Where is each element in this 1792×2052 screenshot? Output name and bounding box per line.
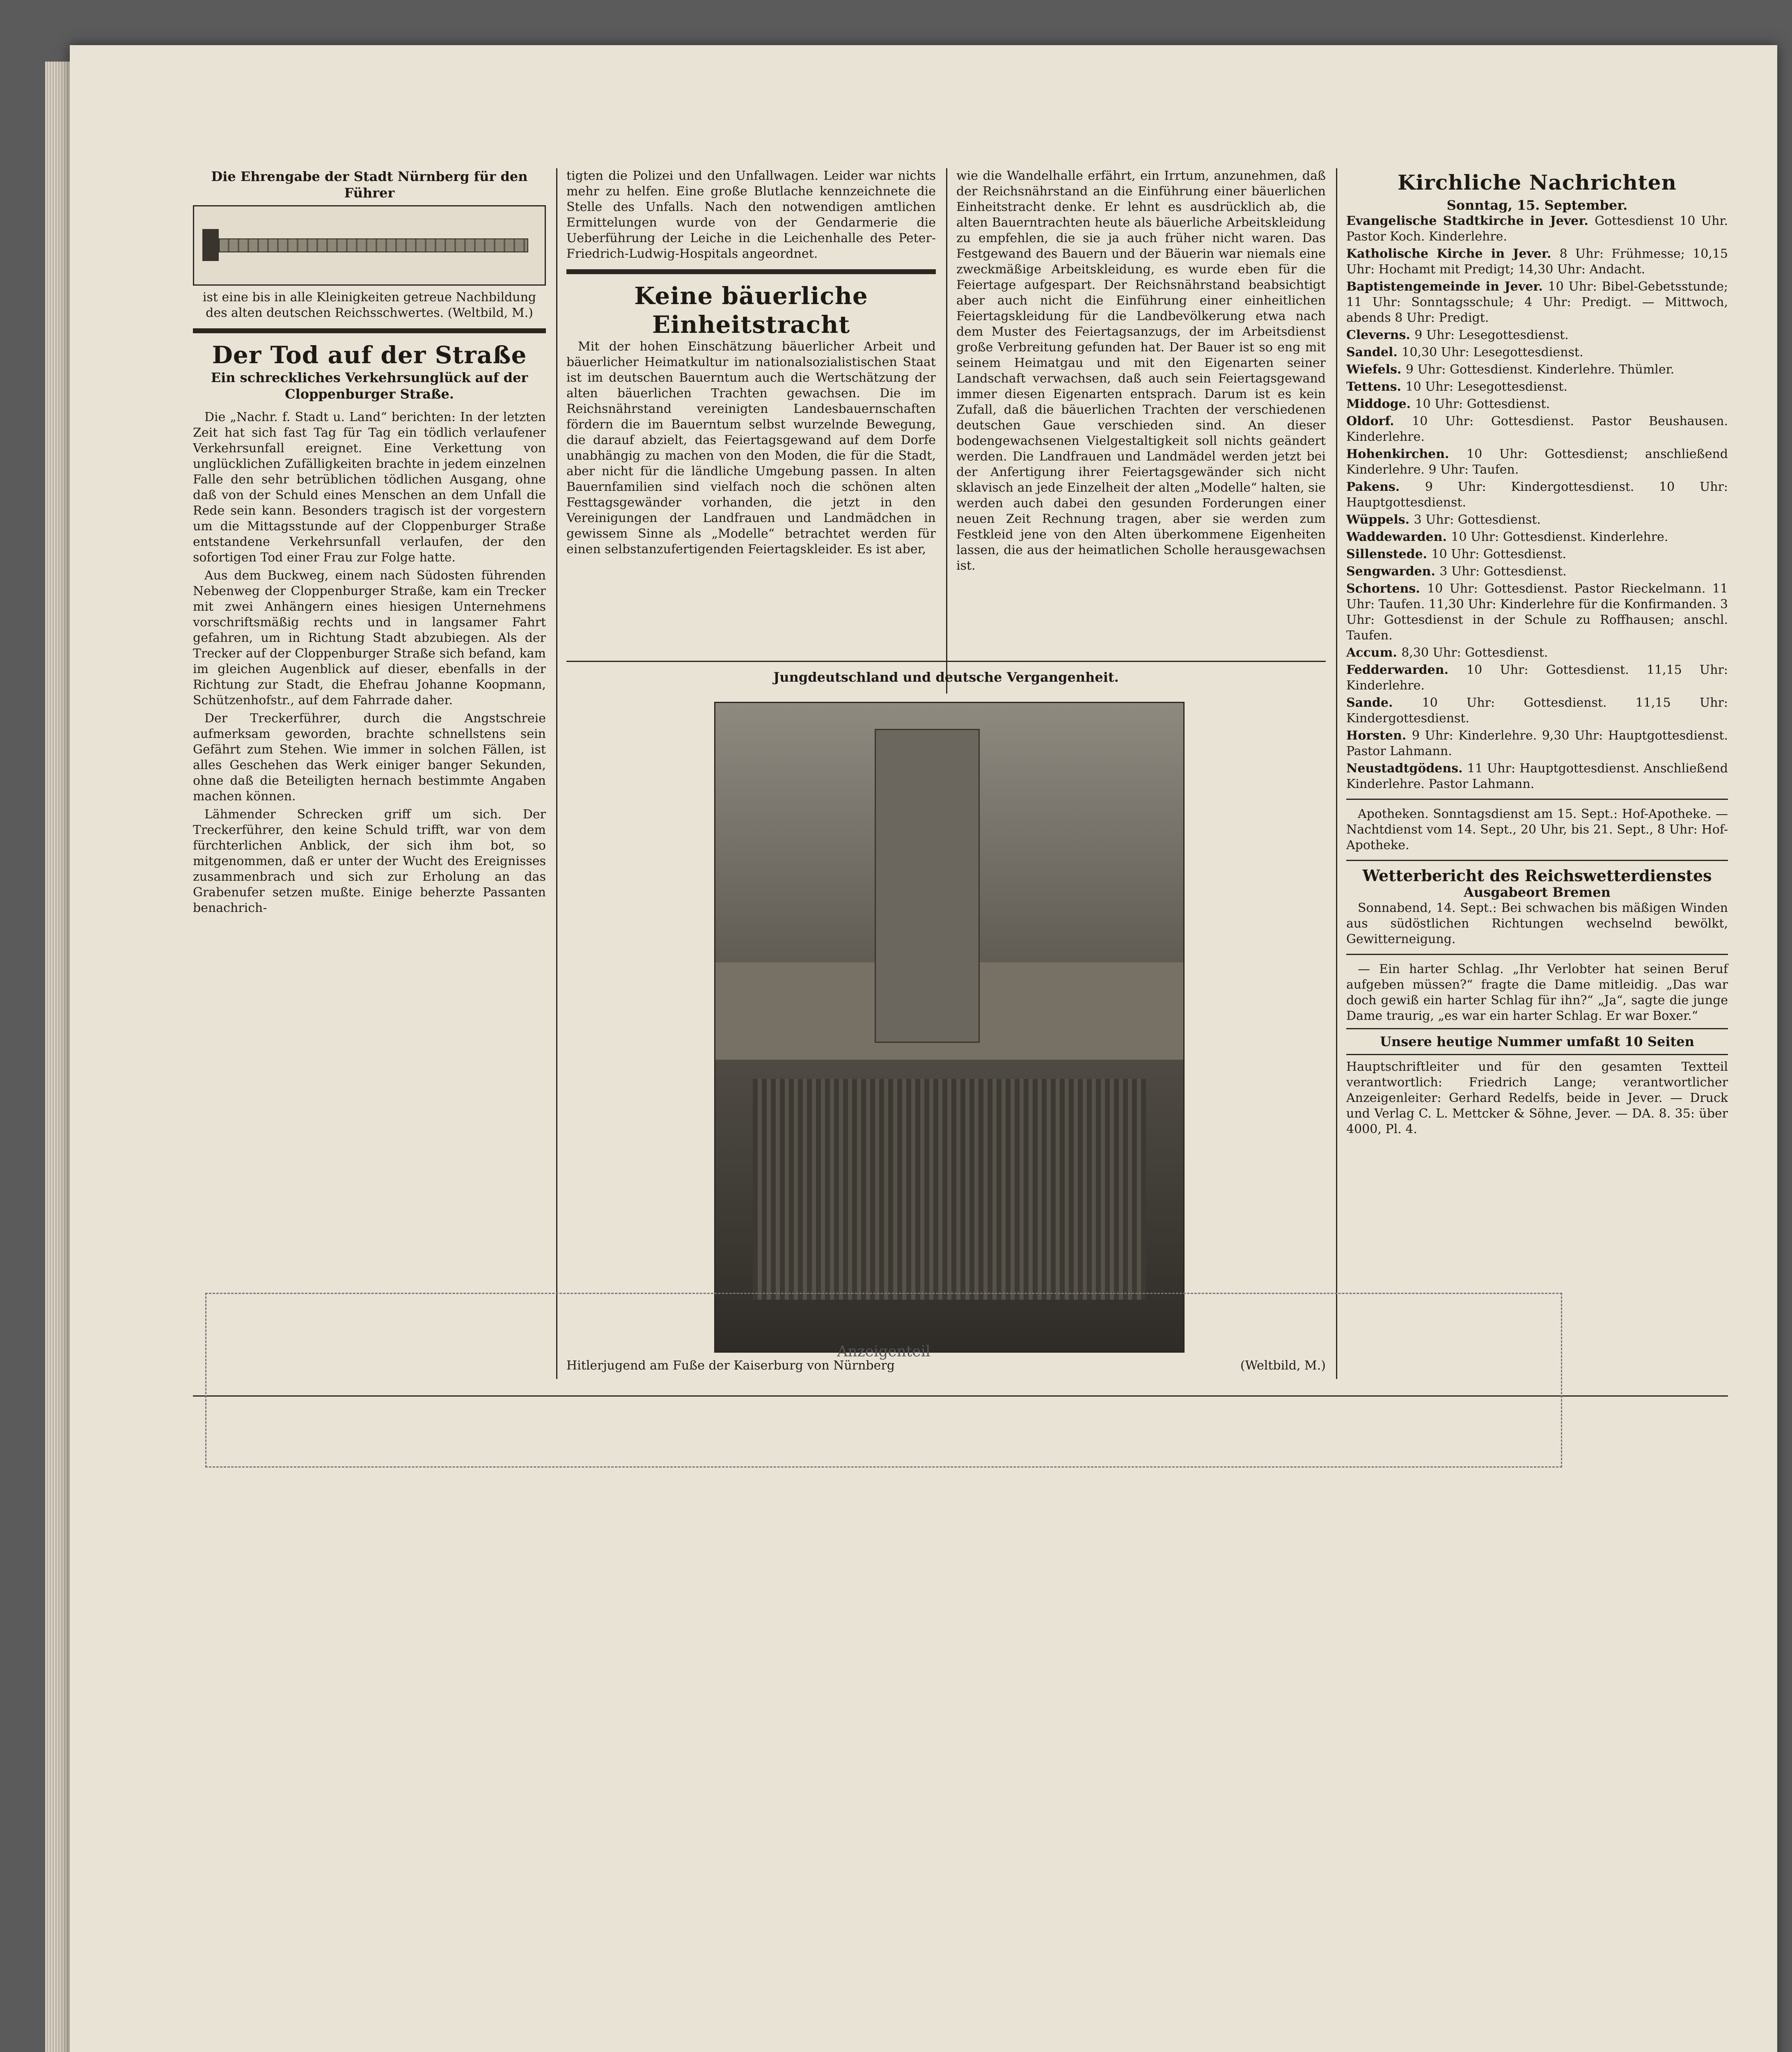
church-service-text: 3 Uhr: Gottesdienst. <box>1414 513 1541 527</box>
church-service-text: 10 Uhr: Gottesdienst. Pastor Beushausen. Kinderlehre. <box>1346 414 1728 444</box>
church-place: Katholische Kirche in Jever. <box>1346 247 1560 261</box>
church-entry <box>1346 362 1728 378</box>
imprint-text: Hauptschriftleiter und für den gesamten Textteil verantwortlich: Friedrich Lange; verantwortlicher Anzeigenleiter: Gerhard Redelfs, beide in Jever. — Druck und Verlag C. L. Mettcker & Söhne, Jever. — DA. 8. 35: über 4000, Pl. 4. <box>1346 1060 1728 1136</box>
church-place: Evangelische Stadtkirche in Jever. <box>1346 214 1595 228</box>
article-paragraph: Der Treckerführer, durch die Angstschreie aufmerksam geworden, brachte schnellstens sein Gefährt zum Stehen. Wie immer in solchen Fällen, ist alles Geschehen das Werk einiger banger Sekunden, ohne daß die Beteiligten hernach bestimmte Angaben machen können. <box>193 711 546 804</box>
divider <box>193 328 546 333</box>
church-place: Neustadtgödens. <box>1346 761 1467 776</box>
church-place: Sandel. <box>1346 345 1402 360</box>
joke-text: — Ein harter Schlag. „Ihr Verlobter hat seinen Beruf aufgeben müssen?“ fragte die Dame mitleidig. „Das war doch gewiß ein harter Schlag für ihn?“ „Ja“, sagte die junge Dame traurig, „es war ein harter Schlag. Er war Boxer.“ <box>1346 962 1728 1023</box>
weather-text: Sonnabend, 14. Sept.: Bei schwachen bis mäßigen Winden aus südöstlichen Richtungen wechselnd bewölkt, Gewitterneigung. <box>1346 901 1728 946</box>
church-place: Baptistengemeinde in Jever. <box>1346 279 1548 294</box>
church-entry <box>1346 512 1728 528</box>
church-service-text: 9 Uhr: Lesegottesdienst. <box>1414 328 1569 342</box>
church-news-title: Kirchliche Nachrichten <box>1398 170 1677 195</box>
church-place: Hohenkirchen. <box>1346 447 1467 461</box>
column-rule <box>556 168 557 1379</box>
church-entry <box>1346 728 1728 759</box>
divider <box>566 661 1326 662</box>
newspaper-page <box>70 45 1777 2052</box>
church-service-text: 8 Uhr: Frühmesse; 10,15 Uhr: Hochamt mit Predigt; 14,30 Uhr: Andacht. <box>1346 247 1728 277</box>
photo-title: Jungdeutschland und deutsche Vergangenheit. <box>773 669 1119 685</box>
sword-caption: ist eine bis in alle Kleinigkeiten getreue Nachbildung des alten deutschen Reichsschwertes. (Weltbild, M.) <box>202 290 536 320</box>
article-paragraph: Die „Nachr. f. Stadt u. Land“ berichten: In der letzten Zeit hat sich fast Tag für Tag ein tödlich verlaufener Verkehrsunfall ereignet. Eine Verkettung von unglücklichen Zufälligkeiten brachte in jedem einzelnen Falle den sehr betrüblichen tödlichen Ausgang, ohne daß von der Schuld eines Menschen an dem Unfall die Rede sein kann. Besonders tragisch ist der vorgestern um die Mittagsstunde auf der Cloppenburger Straße entstandene Verkehrsunfall verlaufen, der den sofortigen Tod einer Frau zur Folge hatte. <box>193 410 546 565</box>
sword-blade <box>219 238 528 252</box>
pharmacy-notice: Apotheken. Sonntagsdienst am 15. Sept.: Hof-Apotheke. — Nachtdienst vom 14. Sept., 20 Uhr, bis 21. Sept., 8 Uhr: Hof-Apotheke. <box>1346 807 1728 852</box>
church-service-text: 10 Uhr: Gottesdienst. Pastor Rieckelmann. 11 Uhr: Taufen. 11,30 Uhr: Kinderlehre für die Konfirmanden. 3 Uhr: Gottesdienst in der Schule zu Roffhausen; anschl. Taufen. <box>1346 582 1728 643</box>
church-news-list <box>1346 213 1728 792</box>
page-count-note: Unsere heutige Nummer umfaßt 10 Seiten <box>1380 1034 1694 1049</box>
church-service-text: 10 Uhr: Lesegottesdienst. <box>1405 380 1567 394</box>
article-subtitle: Ein schreckliches Verkehrsunglück auf der Cloppenburger Straße. <box>211 370 528 402</box>
church-service-text: 10 Uhr: Gottesdienst; anschließend Kinderlehre. 9 Uhr: Taufen. <box>1346 447 1728 477</box>
church-service-text: 10 Uhr: Gottesdienst. 11,15 Uhr: Kinderlehre. <box>1346 663 1728 693</box>
church-service-text: 10 Uhr: Gottesdienst. 11,15 Uhr: Kindergottesdienst. <box>1346 696 1728 726</box>
article-continuation: tigten die Polizei und den Unfallwagen. Leider war nichts mehr zu helfen. Eine große Blutlache kennzeichnete die Stelle des Unfalls. Nach den notwendigen amtlichen Ermittelungen wurde von der Gendarmerie die Ueberführung der Leiche in die Leichenhalle des Peter-Friedrich-Ludwig-Hospitals angeordnet. <box>566 169 936 261</box>
hitler-youth-photo <box>714 702 1185 1353</box>
church-place: Sengwarden. <box>1346 564 1440 579</box>
divider <box>1346 799 1728 800</box>
church-service-text: 10 Uhr: Gottesdienst. <box>1415 397 1550 411</box>
church-entry <box>1346 327 1728 343</box>
church-entry <box>1346 345 1728 360</box>
church-entry <box>1346 695 1728 726</box>
church-entry <box>1346 414 1728 445</box>
church-entry <box>1346 213 1728 245</box>
divider <box>1346 860 1728 861</box>
column-4 <box>1346 168 1728 1140</box>
church-place: Sande. <box>1346 696 1422 710</box>
article-paragraph: Mit der hohen Einschätzung bäuerlicher Arbeit und bäuerlicher Heimatkultur im nationalsozialistischen Staat ist im deutschen Bauerntum auch die Wertschätzung der alten bäuerlichen Trachten gewachsen. Die im Reichsnährstand vereinigten Landesbauernschaften fördern die im Bauerntum selbst wurzelnde Bewegung, die darauf abzielt, das Feiertagsgewand auf dem Dorfe unabhängig zu machen von den Moden, die für die Stadt, aber nicht für die ländliche Umgebung passen. In alten Bauernfamilien sind vielfach noch die schönen alten Festtagsgewänder vorhanden, die jetzt in den Vereinigungen der Landfrauen und Landmädchen in gewissem Sinne als „Modelle“ betrachtet werden für einen selbstanzufertigenden Feiertagskleider. Es ist aber, <box>566 339 936 557</box>
church-entry <box>1346 564 1728 579</box>
church-entry <box>1346 547 1728 562</box>
divider <box>1346 1054 1728 1055</box>
church-entry <box>1346 396 1728 412</box>
church-entry <box>1346 662 1728 694</box>
church-entry <box>1346 529 1728 545</box>
divider <box>1346 1028 1728 1029</box>
church-service-text: 8,30 Uhr: Gottesdienst. <box>1401 646 1548 660</box>
church-service-text: 3 Uhr: Gottesdienst. <box>1439 564 1567 579</box>
weather-office: Ausgabeort Bremen <box>1464 884 1611 900</box>
article-paragraph: wie die Wandelhalle erfährt, ein Irrtum, anzunehmen, daß der Reichsnährstand an die Einführung einer bäuerlichen Einheitstracht denke. Er lehnt es ausdrücklich ab, die alten Bauerntrachten heute als bäuerliche Arbeitskleidung zu empfehlen, die sie ja auch früher nicht waren. Das Festgewand des Bauern und der Bäuerin war niemals eine zweckmäßige Arbeitskleidung, es wurde eben für die Feiertage aufgespart. Der Reichsnährstand beabsichtigt aber auch nicht die Einführung einer einheitlichen Feiertagskleidung für die Landbevölkerung etwa nach dem Muster des Feiertagsanzugs, der im Arbeitsdienst große Verbreitung gefunden hat. Der Bauer ist so eng mit seinem Heimatgau und mit den Eigenarten seiner Landschaft verwachsen, daß auch sein Feiertagsgewand immer diesen Eigenarten entsprach. Darum ist es kein Zufall, daß die bäuerlichen Trachten der verschiedenen deutschen Gaue verschieden sind. An dieser bodengewachsenen Vielgestaltigkeit soll nichts geändert werden. Die Landfrauen und Landmädel werden jetzt bei der Anfertigung ihrer Feiertagsgewänder sich nicht sklavisch an jede Einzelheit der alten „Modelle“ halten, sie werden auch dabei den gesunden Forderungen einer neuen Zeit Rechnung tragen, aber sie werden zum Festkleid jene von den Alten überkommene Eigenheiten lassen, die aus der heimatlichen Scholle herausgewachsen ist. <box>956 169 1326 573</box>
church-entry <box>1346 246 1728 277</box>
church-entry <box>1346 447 1728 478</box>
church-place: Fedderwarden. <box>1346 663 1467 677</box>
column-2 <box>566 168 936 560</box>
sword-hilt <box>202 229 219 261</box>
church-service-text: 9 Uhr: Gottesdienst. Kinderlehre. Thümler. <box>1405 362 1675 377</box>
church-service-text: 11 Uhr: Hauptgottesdienst. Anschließend Kinderlehre. Pastor Lahmann. <box>1346 761 1728 791</box>
church-service-text: 9 Uhr: Kinderlehre. 9,30 Uhr: Hauptgottesdienst. Pastor Lahmann. <box>1346 728 1728 758</box>
photo-credit: (Weltbild, M.) <box>1240 1358 1326 1373</box>
divider <box>566 269 936 274</box>
weather-title: Wetterbericht des Reichswetterdienstes <box>1362 866 1712 885</box>
church-place: Wüppels. <box>1346 513 1414 527</box>
church-place: Tettens. <box>1346 380 1406 394</box>
column-3 <box>956 168 1326 576</box>
church-service-text: 10 Uhr: Bibel-Gebetsstunde; 11 Uhr: Sonntagsschule; 4 Uhr: Predigt. — Mittwoch, abends 8 Uhr: Predigt. <box>1346 279 1728 325</box>
church-news-date: Sonntag, 15. September. <box>1446 197 1628 213</box>
column-1 <box>193 168 546 918</box>
castle-tower <box>875 729 980 1042</box>
church-service-text: 10 Uhr: Gottesdienst. Kinderlehre. <box>1451 530 1668 544</box>
church-entry <box>1346 581 1728 644</box>
church-place: Accum. <box>1346 646 1402 660</box>
article-paragraph: Lähmender Schrecken griff um sich. Der Treckerführer, den keine Schuld trifft, war von dem fürchterlichen Anblick, der sich ihm bot, so mitgenommen, daß er unter der Wucht des Ereignisses zusammenbrach und sich zur Erholung an das Grabenufer setzen mußte. Einige beherzte Passanten benachrich- <box>193 807 546 915</box>
church-entry <box>1346 479 1728 511</box>
youth-group <box>753 1079 1146 1299</box>
church-place: Cleverns. <box>1346 328 1415 342</box>
church-entry <box>1346 761 1728 792</box>
ads-section-placeholder: Anzeigenteil <box>205 1293 1562 1468</box>
church-entry <box>1346 379 1728 395</box>
church-service-text: Gottesdienst 10 Uhr. Pastor Koch. Kinderlehre. <box>1346 214 1728 244</box>
column-rule <box>946 168 947 694</box>
church-place: Oldorf. <box>1346 414 1412 428</box>
sword-illustration <box>193 205 546 286</box>
church-entry <box>1346 645 1728 661</box>
article-title: Der Tod auf der Straße <box>212 341 527 369</box>
column-rule <box>1336 168 1337 1379</box>
church-place: Waddewarden. <box>1346 530 1451 544</box>
sword-title: Die Ehrengabe der Stadt Nürnberg für den Führer <box>211 169 528 201</box>
church-service-text: 10,30 Uhr: Lesegottesdienst. <box>1402 345 1583 360</box>
photo-caption: Hitlerjugend am Fuße der Kaiserburg von Nürnberg <box>566 1358 895 1373</box>
article-paragraph: Aus dem Buckweg, einem nach Südosten führenden Nebenweg der Cloppenburger Straße, kam ein Trecker mit zwei Anhängern eines hiesigen Unternehmens vorschriftsmäßig rechts und in langsamer Fahrt gefahren, um in Richtung Stadt abzubiegen. Als der Trecker auf der Cloppenburger Straße sich befand, kam im gleichen Augenblick auf dieser, ebenfalls in der Richtung zur Stadt, die Ehefrau Johanne Koopmann, Schützenhofstr., auf dem Fahrrade daher. <box>193 568 546 708</box>
church-place: Sillenstede. <box>1346 547 1432 561</box>
church-place: Middoge. <box>1346 397 1415 411</box>
divider <box>1346 954 1728 955</box>
church-entry <box>1346 279 1728 326</box>
church-place: Horsten. <box>1346 728 1412 743</box>
church-place: Pakens. <box>1346 480 1425 494</box>
article-title: Keine bäuerliche Einheitstracht <box>634 282 868 339</box>
church-place: Wiefels. <box>1346 362 1406 377</box>
church-service-text: 10 Uhr: Gottesdienst. <box>1431 547 1566 561</box>
church-service-text: 9 Uhr: Kindergottesdienst. 10 Uhr: Hauptgottesdienst. <box>1346 480 1728 510</box>
church-place: Schortens. <box>1346 582 1427 596</box>
